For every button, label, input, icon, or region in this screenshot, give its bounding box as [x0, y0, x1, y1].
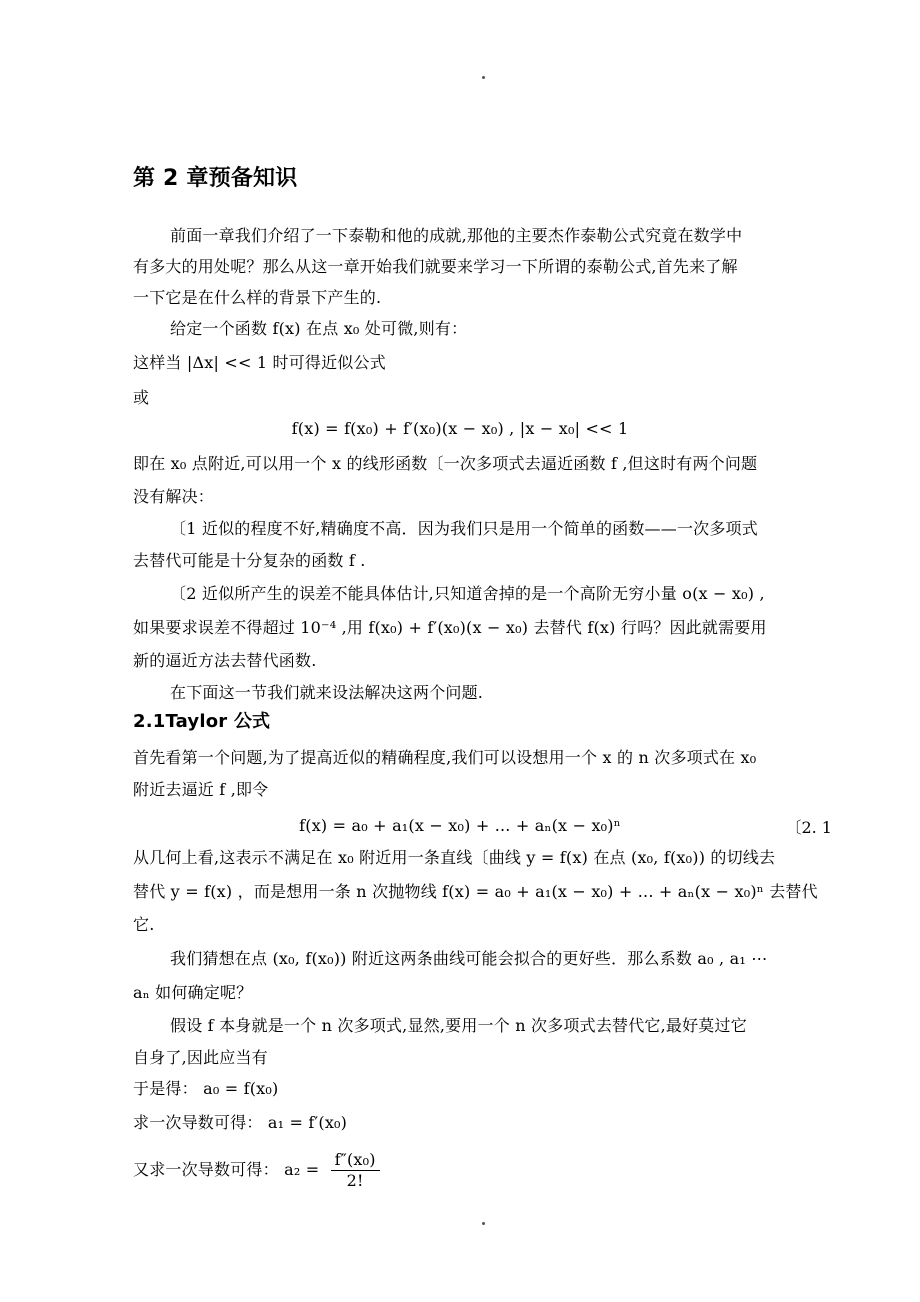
guess-line-1: 我们猜想在点 (x₀, f(x₀)) 附近这两条曲线可能会拟合的更好些．那么系数 a₀ , a₁ ⋯ [170, 949, 768, 968]
fraction-numerator: f″(x₀) [331, 1150, 380, 1171]
header-dot [482, 76, 485, 79]
assume-line-2: 自身了,因此应当有 [133, 1048, 268, 1067]
formula-poly-tag: 〔2. 1 [785, 818, 832, 837]
result-a1: 求一次导数可得： a₁ = f′(x₀) [133, 1113, 348, 1132]
result-a2-fraction [331, 1150, 380, 1191]
formula-linear: f(x) = f(x₀) + f′(x₀)(x − x₀) , |x − x₀| << 1 [291, 419, 629, 438]
intro-line-3: 一下它是在什么样的背景下产生的. [133, 288, 382, 307]
section-title: 2.1Taylor 公式 [133, 711, 271, 732]
problem1-line-2: 去替代可能是十分复杂的函数 f . [133, 551, 366, 570]
guess-line-2: aₙ 如何确定呢？ [133, 983, 253, 1002]
section-line-2: 附近去逼近 f ,即令 [133, 780, 269, 799]
formula-poly: f(x) = a₀ + a₁(x − x₀) + ... + aₙ(x − x₀)ⁿ [299, 816, 621, 835]
result-a2-label: 又求一次导数可得： a₂ = [133, 1160, 320, 1179]
given-line: 给定一个函数 f(x) 在点 x₀ 处可微,则有： [170, 319, 468, 338]
assume-line-1: 假设 f 本身就是一个 n 次多项式,显然,要用一个 n 次多项式去替代它,最好莫过它 [170, 1016, 747, 1035]
geo-line-1: 从几何上看,这表示不满足在 x₀ 附近用一条直线〔曲线 y = f(x) 在点 (x₀, f(x₀)) 的切线去 [133, 848, 776, 867]
geo-line-2: 替代 y = f(x) ，而是想用一条 n 次抛物线 f(x) = a₀ + a₁(x − x₀) + ... + aₙ(x − x₀)ⁿ 去替代 [133, 882, 818, 901]
geo-line-3: 它. [133, 915, 155, 934]
problem2-line-3: 新的逼近方法去替代函数. [133, 651, 317, 670]
problem2-line-2: 如果要求误差不得超过 10⁻⁴ ,用 f(x₀) + f′(x₀)(x − x₀) 去替代 f(x) 行吗？因此就需要用 [133, 618, 767, 637]
problem2-line-1: 〔2 近似所产生的误差不能具体估计,只知道舍掉的是一个高阶无穷小量 o(x − x₀) , [170, 584, 765, 603]
intro-line-2: 有多大的用处呢？那么从这一章开始我们就要来学习一下所谓的泰勒公式,首先来了解 [133, 257, 738, 276]
footer-dot [482, 1222, 485, 1225]
result-a2 [133, 1150, 380, 1191]
approx-line: 这样当 |Δx| << 1 时可得近似公式 [133, 353, 386, 372]
chapter-title: 第 2 章预备知识 [133, 166, 298, 191]
or-line: 或 [133, 388, 150, 407]
problem1-line-1: 〔1 近似的程度不好,精确度不高．因为我们只是用一个简单的函数——一次多项式 [170, 519, 758, 538]
section-line-1: 首先看第一个问题,为了提高近似的精确程度,我们可以设想用一个 x 的 n 次多项式在 x₀ [133, 748, 757, 767]
result-a0: 于是得： a₀ = f(x₀) [133, 1079, 279, 1098]
near-line-2: 没有解决： [133, 487, 215, 506]
fraction-denominator: 2! [346, 1171, 364, 1190]
solve-line: 在下面这一节我们就来设法解决这两个问题. [170, 683, 484, 702]
near-line-1: 即在 x₀ 点附近,可以用一个 x 的线形函数〔一次多项式去逼近函数 f ,但这时有两个问题 [133, 454, 758, 473]
intro-line-1: 前面一章我们介绍了一下泰勒和他的成就,那他的主要杰作泰勒公式究竟在数学中 [170, 226, 743, 245]
